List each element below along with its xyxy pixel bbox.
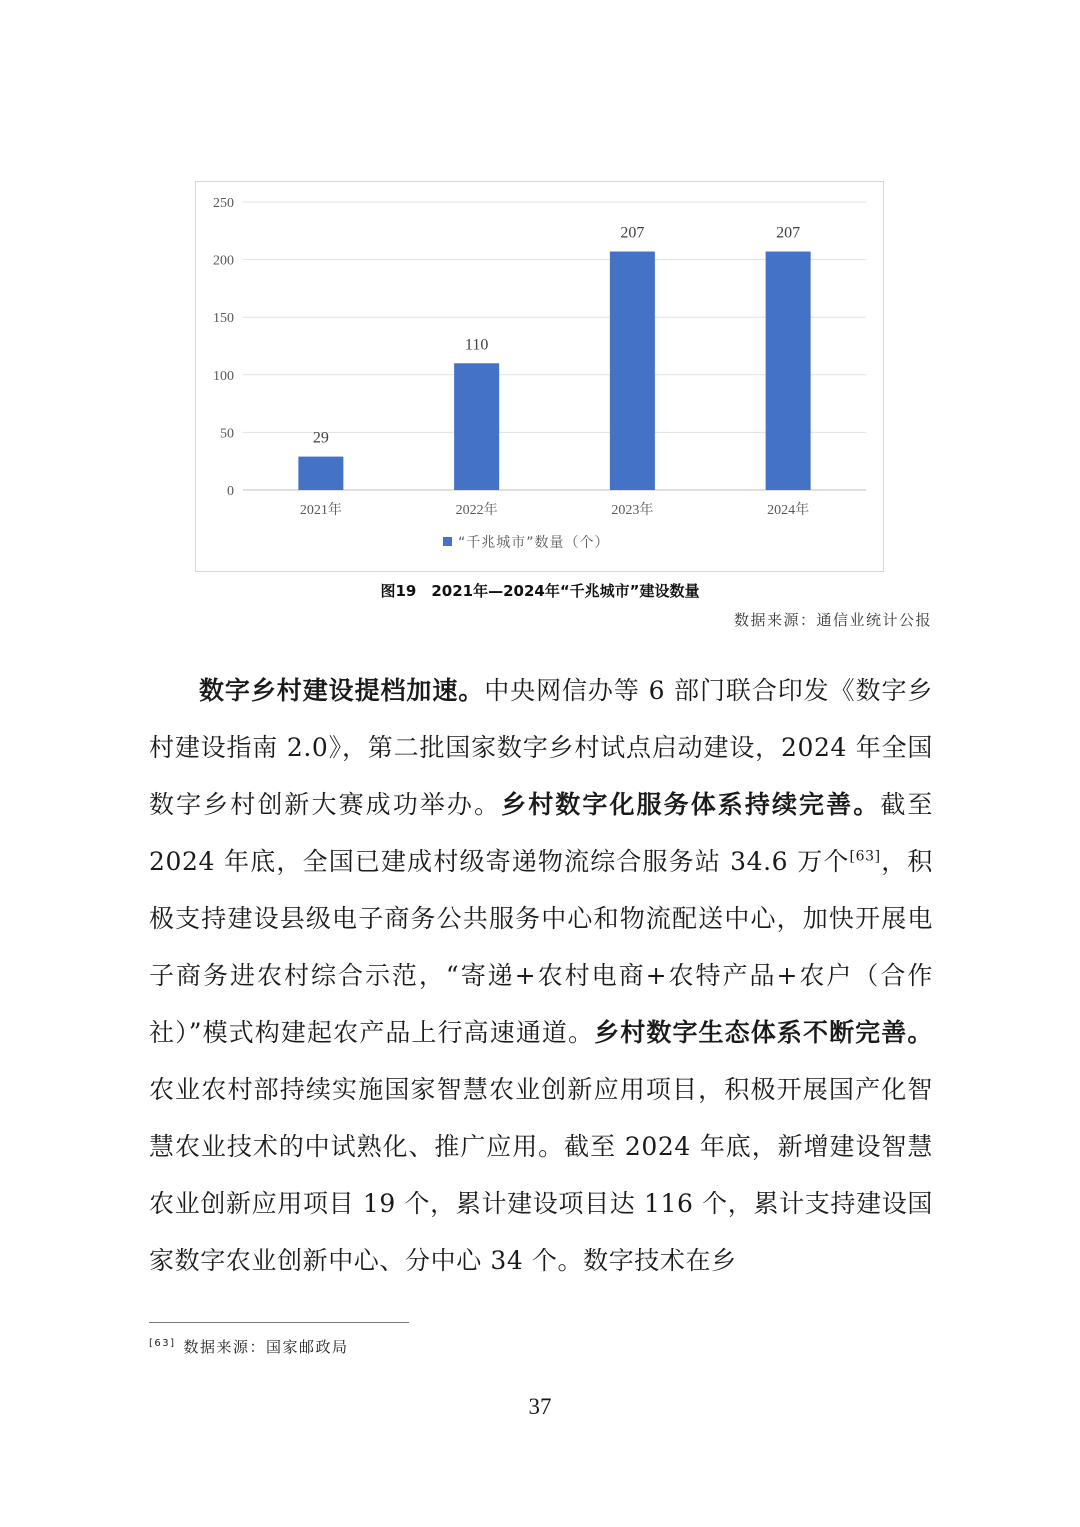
y-tick-label: 50 [220, 426, 234, 442]
chart-canvas [196, 182, 885, 573]
footnote-text: 数据来源：国家邮政局 [183, 1338, 349, 1356]
bar-chart [195, 181, 884, 572]
data-label: 110 [464, 336, 489, 354]
y-tick-label: 0 [227, 484, 234, 499]
bar [454, 363, 499, 490]
body-text-2: 截至 2024 年底，全国已建成村级寄递物流综合服务站 34.6 万个 [149, 790, 933, 876]
figure-caption: 图19 2021年—2024年“千兆城市”建设数量 [380, 582, 700, 600]
y-tick-label: 250 [213, 196, 234, 211]
figure-source: 数据来源：通信业统计公报 [733, 611, 932, 629]
body-text-1: 中央网信办等 6 部门联合印发《数字乡村建设指南 2.0》，第二批国家数字乡村试点启动建设，2024 年全国数字乡村创新大赛成功举办。 [149, 676, 933, 819]
y-tick-label: 200 [213, 253, 234, 269]
body-text-4: 农业农村部持续实施国家智慧农业创新应用项目，积极开展国产化智慧农业技术的中试熟化、推广应用。截至 2024 年底，新增建设智慧农业创新应用项目 19 个，累计建设项目达 116 个，累计支持建设国家数字农业创新中心、分中心 34 个。数字技术在乡 [149, 1075, 933, 1275]
body-paragraph [149, 662, 933, 1289]
legend-label: “千兆城市”数量（个） [458, 535, 610, 551]
body-text-3: ，积极支持建设县级电子商务公共服务中心和物流配送中心，加快开展电子商务进农村综合示范，“寄递+农村电商+农特产品+农户（合作社）”模式构建起农产品上行高速通道。 [149, 847, 933, 1047]
y-tick-label: 100 [213, 368, 234, 384]
footnote-divider [149, 1322, 409, 1323]
x-tick-label: 2023年 [611, 503, 654, 518]
footnote-mark: [63] [149, 1338, 176, 1349]
bar [766, 252, 811, 490]
bar [610, 252, 655, 490]
bar [298, 457, 343, 490]
heading-digital-village: 数字乡村建设提档加速。 [199, 676, 485, 705]
legend-swatch [443, 537, 452, 546]
data-label: 29 [312, 429, 329, 447]
x-tick-label: 2022年 [455, 503, 498, 518]
footnote [149, 1336, 349, 1357]
data-label: 207 [776, 224, 801, 242]
footnote-ref[interactable]: [63] [849, 848, 881, 865]
heading-ecosystem: 乡村数字生态体系不断完善。 [594, 1018, 933, 1047]
data-label: 207 [620, 224, 645, 242]
page-number: 37 [528, 1394, 552, 1419]
y-tick-label: 150 [213, 311, 234, 327]
heading-service-system: 乡村数字化服务体系持续完善。 [501, 790, 881, 819]
x-tick-label: 2024年 [767, 503, 810, 518]
x-tick-label: 2021年 [299, 503, 342, 518]
